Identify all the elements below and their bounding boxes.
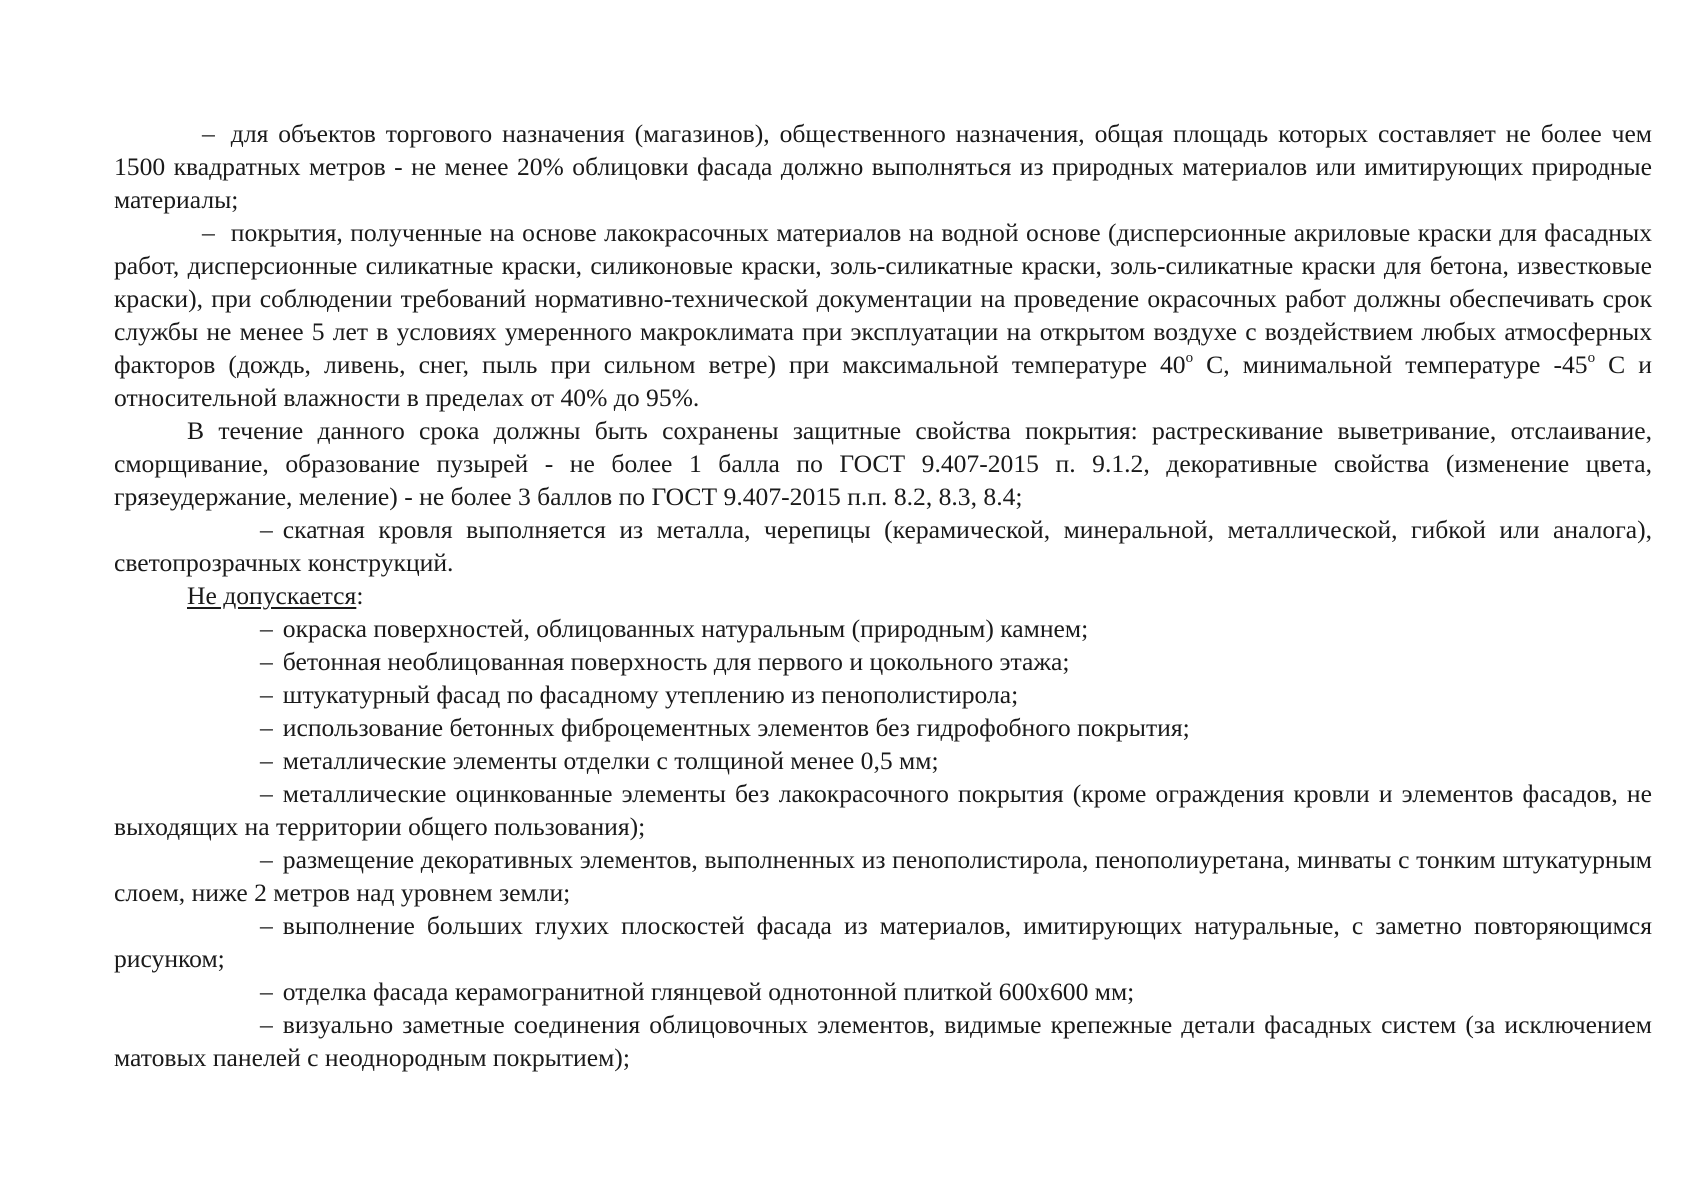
paragraph-text: для объектов торгового назначения (магазинов), общественного назначения, общая площадь которых составляет не более чем 1500 квадратных метров - не менее 20% облицовки фасада должно выполняться из природных материалов или имитирующих природные материалы; [114, 119, 1652, 214]
list-item-text: визуально заметные соединения облицовочных элементов, видимые крепежные детали фасадных систем (за исключением матовых панелей с неоднородным покрытием); [114, 1010, 1652, 1072]
list-dash: – [260, 746, 273, 775]
paragraph-paint-coatings [114, 216, 1652, 414]
list-dash: – [260, 911, 273, 940]
list-item-text: использование бетонных фиброцементных элементов без гидрофобного покрытия; [282, 713, 1190, 742]
list-item [114, 612, 1652, 645]
list-dash: – [260, 680, 273, 709]
list-item [114, 645, 1652, 678]
list-dash: – [202, 218, 215, 247]
list-dash: – [260, 779, 273, 808]
not-allowed-heading [114, 579, 1652, 612]
list-item-text: отделка фасада керамогранитной глянцевой однотонной плиткой 600х600 мм; [282, 977, 1135, 1006]
list-item [114, 777, 1652, 843]
degree-mark: o [1185, 350, 1194, 366]
list-dash: – [260, 713, 273, 742]
heading-colon: : [356, 581, 364, 610]
degree-mark: o [1587, 350, 1596, 366]
list-item [114, 909, 1652, 975]
list-item [114, 711, 1652, 744]
list-dash: – [260, 614, 273, 643]
paragraph-text: С и относительной влажности в пределах от 40% до 95%. [114, 350, 1652, 412]
paragraph-text: скатная кровля выполняется из металла, черепицы (керамической, минеральной, металлической, гибкой или аналога), светопрозрачных конструкций. [114, 515, 1652, 577]
list-item-text: бетонная необлицованная поверхность для первого и цокольного этажа; [282, 647, 1070, 676]
list-item [114, 975, 1652, 1008]
list-dash: – [202, 119, 215, 148]
paragraph-pitched-roof [114, 513, 1652, 579]
list-item-text: размещение декоративных элементов, выполненных из пенополистирола, пенополиуретана, минваты с тонким штукатурным слоем, ниже 2 метров над уровнем земли; [114, 845, 1652, 907]
list-item-text: выполнение больших глухих плоскостей фасада из материалов, имитирующих натуральные, с заметно повторяющимся рисунком; [114, 911, 1652, 973]
paragraph-retail-objects [114, 117, 1652, 216]
list-item [114, 843, 1652, 909]
list-dash: – [260, 845, 273, 874]
list-item-text: металлические элементы отделки с толщиной менее 0,5 мм; [282, 746, 939, 775]
list-item [114, 678, 1652, 711]
list-item-text: металлические оцинкованные элементы без лакокрасочного покрытия (кроме ограждения кровли и элементов фасадов, не выходящих на территории общего пользования); [114, 779, 1652, 841]
list-dash: – [260, 1010, 273, 1039]
heading-text: Не допускается [187, 581, 357, 610]
paragraph-text: С, минимальной температуре -45 [1193, 350, 1588, 379]
list-item-text: окраска поверхностей, облицованных натуральным (природным) камнем; [282, 614, 1089, 643]
list-dash: – [260, 515, 273, 544]
paragraph-text: покрытия, полученные на основе лакокрасочных материалов на водной основе (дисперсионные акриловые краски для фасадных работ, дисперсионные силикатные краски, силиконовые краски, золь-силикатные краски, золь-силикатные краски для бетона, известковые краски), при соблюдении требований нормативно-технической документации на проведение окрасочных работ должны обеспечивать срок службы не менее 5 лет в условиях умеренного макроклимата при эксплуатации на открытом воздухе с воздействием любых атмосферных факторов (дождь, ливень, снег, пыль при сильном ветре) при максимальной температуре 40 [114, 218, 1652, 379]
list-dash: – [260, 647, 273, 676]
paragraph-text: В течение данного срока должны быть сохранены защитные свойства покрытия: растрескивание выветривание, отслаивание, сморщивание, образование пузырей - не более 1 балла по ГОСТ 9.407-2015 п. 9.1.2, декоративные свойства (изменение цвета, грязеудержание, меление) - не более 3 баллов по ГОСТ 9.407-2015 п.п. 8.2, 8.3, 8.4; [114, 416, 1652, 511]
list-item-text: штукатурный фасад по фасадному утеплению из пенополистирола; [282, 680, 1019, 709]
list-item [114, 744, 1652, 777]
list-dash: – [260, 977, 273, 1006]
paragraph-protective-properties [114, 414, 1652, 513]
list-item [114, 1008, 1652, 1074]
document-page [114, 117, 1652, 1074]
